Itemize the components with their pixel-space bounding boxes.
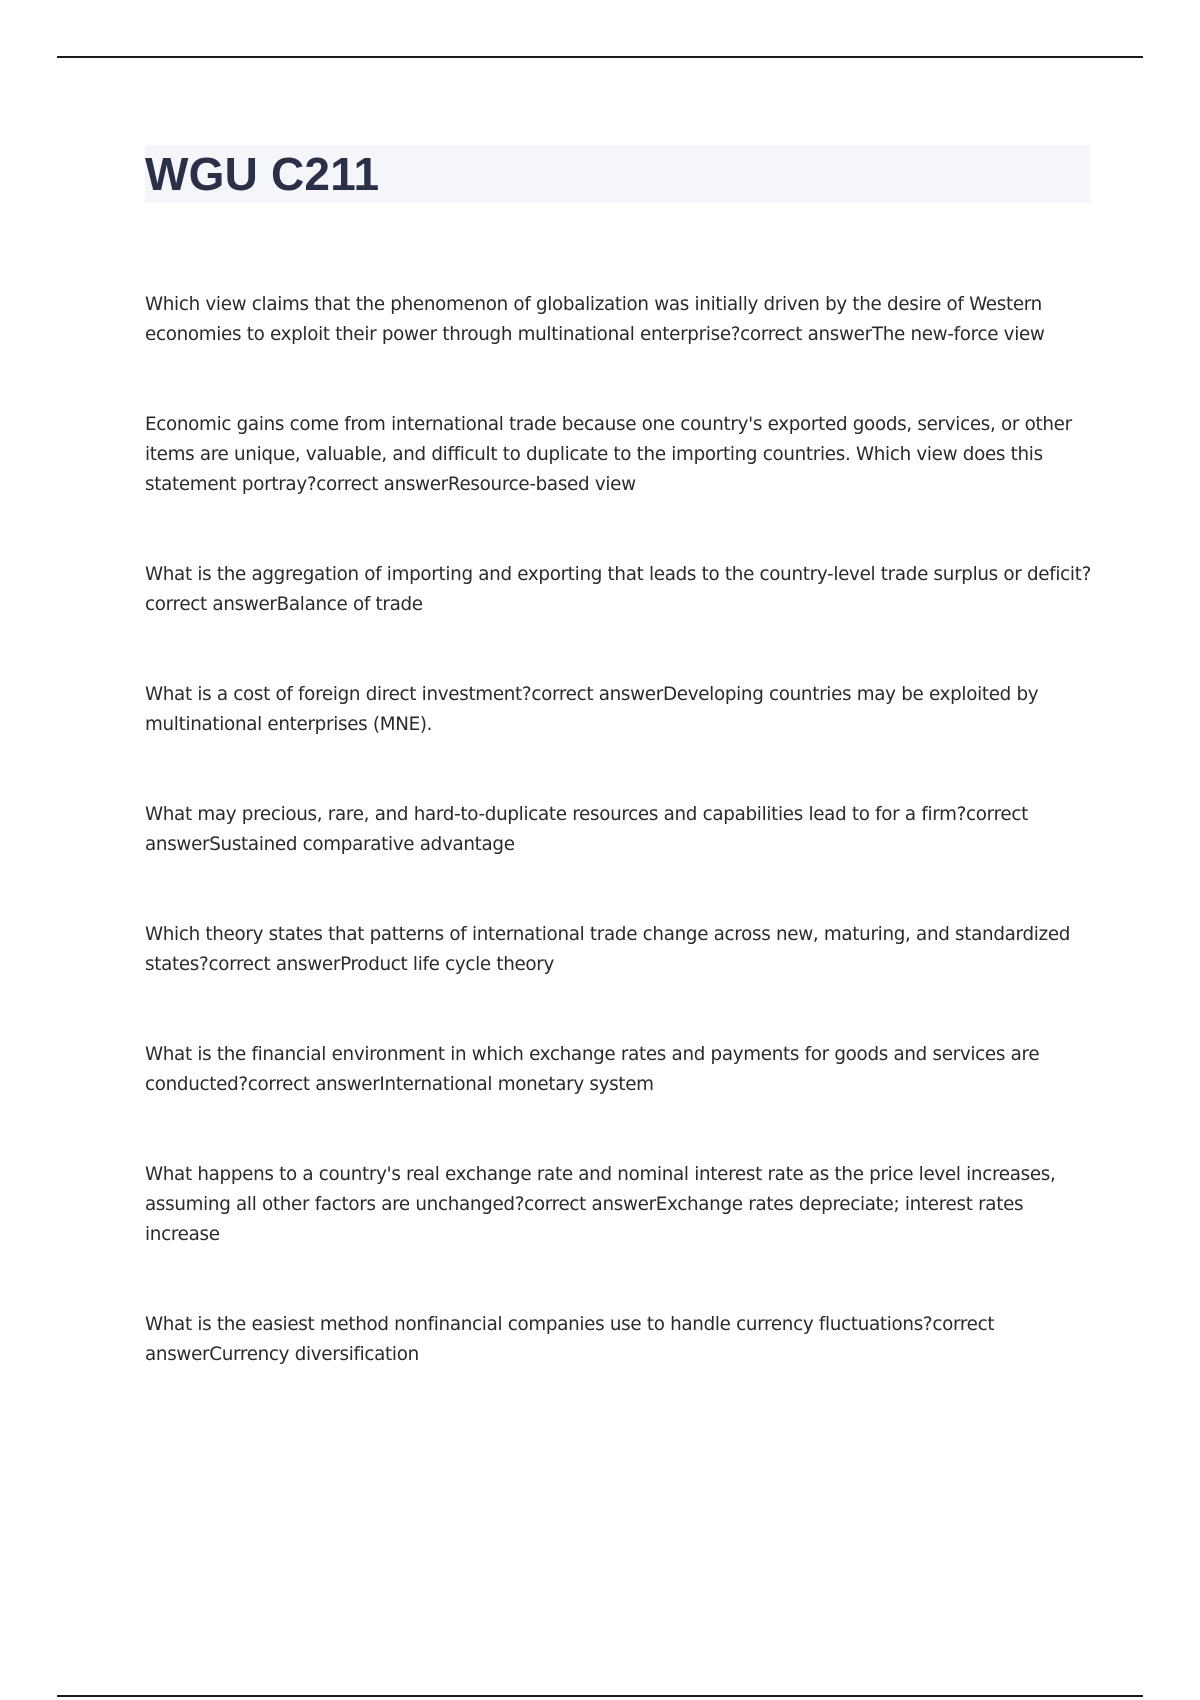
- qa-item-1: Which view claims that the phenomenon of globalization was initially driven by the desire of Western economies to exploit their power through multinational enterprise?correct answerThe new-force view: [145, 294, 1045, 345]
- qa-list: [145, 290, 1095, 1430]
- top-rule: [57, 56, 1143, 58]
- qa-item-7: What is the financial environment in which exchange rates and payments for goods and services are conducted?correct answerInternational monetary system: [145, 1044, 1040, 1095]
- qa-item-4: What is a cost of foreign direct investment?correct answerDeveloping countries may be exploited by multinational enterprises (MNE).: [145, 684, 1039, 735]
- qa-item-6: Which theory states that patterns of international trade change across new, maturing, and standardized states?correct answerProduct life cycle theory: [145, 924, 1071, 975]
- qa-item-3: What is the aggregation of importing and exporting that leads to the country-level trade surplus or deficit?correct answerBalance of trade: [145, 564, 1091, 615]
- qa-item-5: What may precious, rare, and hard-to-duplicate resources and capabilities lead to for a firm?correct answerSustained comparative advantage: [145, 804, 1028, 855]
- qa-item-2: Economic gains come from international trade because one country's exported goods, services, or other items are unique, valuable, and difficult to duplicate to the importing countries. Which view does this statement portray?correct answerResource-based view: [145, 414, 1072, 495]
- page-title: WGU C211: [145, 148, 380, 200]
- bottom-rule: [57, 1695, 1143, 1697]
- qa-item-8: What happens to a country's real exchange rate and nominal interest rate as the price level increases, assuming all other factors are unchanged?correct answerExchange rates depreciate; interest rates increase: [145, 1164, 1056, 1245]
- qa-item-9: What is the easiest method nonfinancial companies use to handle currency fluctuations?correct answerCurrency diversification: [145, 1314, 995, 1365]
